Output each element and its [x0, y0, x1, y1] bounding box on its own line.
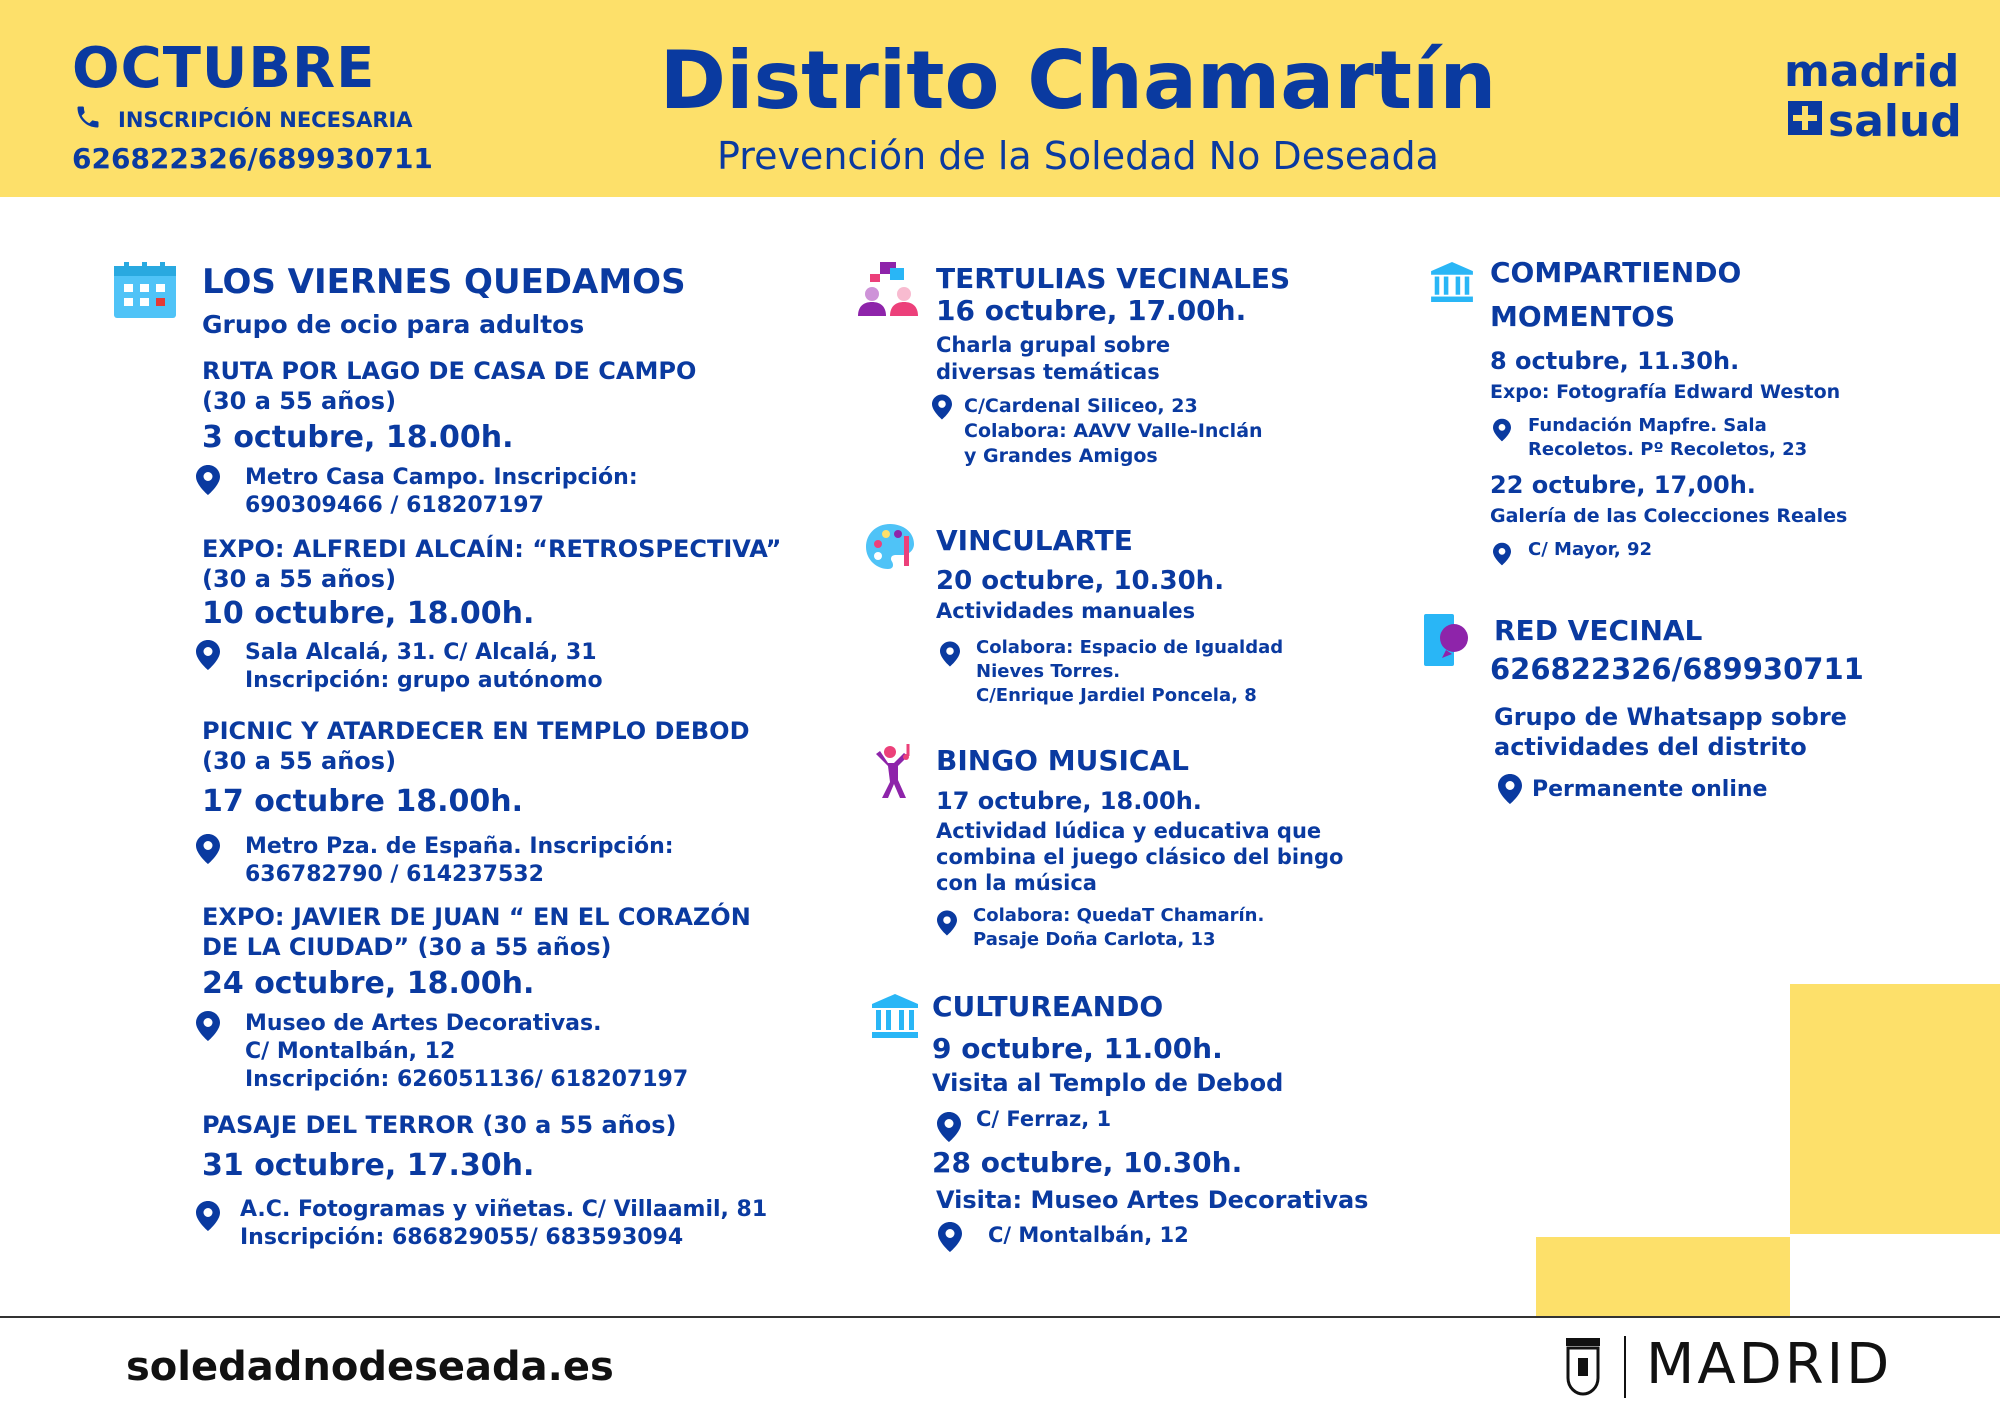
event-location: Fundación Mapfre. Sala	[1528, 415, 1767, 436]
page-title	[0, 34, 2000, 127]
logo-salud	[1788, 96, 1962, 147]
dancing-person-icon	[868, 744, 916, 798]
event-age: (30 a 55 años)	[202, 747, 397, 775]
event-location: C/ Mayor, 92	[1528, 539, 1653, 560]
event-location: Metro Casa Campo. Inscripción:	[245, 465, 638, 490]
logo-madrid-text: madrid	[1784, 46, 1960, 97]
location-pin-icon	[1493, 418, 1511, 442]
event-location: C/ Montalbán, 12	[245, 1039, 456, 1064]
event-location: Nieves Torres.	[976, 661, 1121, 682]
event-location: 690309466 / 618207197	[245, 493, 544, 518]
event-date: 24 octubre, 18.00h.	[202, 966, 535, 1001]
event-location: Sala Alcalá, 31. C/ Alcalá, 31	[245, 640, 597, 665]
decorative-square	[1536, 1237, 1790, 1317]
section-title-cultureando: CULTUREANDO	[932, 990, 1164, 1023]
decorative-square	[1790, 984, 2000, 1234]
event-desc: diversas temáticas	[936, 360, 1160, 384]
section-title-compartiendo: COMPARTIENDO	[1490, 256, 1742, 289]
event-location: Colabora: Espacio de Igualdad	[976, 637, 1284, 658]
location-pin-icon	[196, 1011, 220, 1041]
event-date: 31 octubre, 17.30h.	[202, 1148, 535, 1183]
header-phones: 626822326/689930711	[72, 142, 433, 175]
event-age: (30 a 55 años)	[202, 387, 397, 415]
event-location: Metro Pza. de España. Inscripción:	[245, 834, 674, 859]
event-name: EXPO: ALFREDI ALCAÍN: “RETROSPECTIVA”	[202, 535, 782, 563]
event-date: 8 octubre, 11.30h.	[1490, 347, 1740, 375]
event-name: PASAJE DEL TERROR (30 a 55 años)	[202, 1111, 677, 1139]
event-desc: Grupo de Whatsapp sobre	[1494, 703, 1847, 731]
website-link[interactable]: soledadnodeseada.es	[126, 1344, 614, 1390]
event-date: 17 octubre 18.00h.	[202, 784, 523, 819]
location-pin-icon	[932, 394, 952, 420]
event-date: 17 octubre, 18.00h.	[936, 787, 1202, 815]
registration-note: INSCRIPCIÓN NECESARIA	[118, 108, 413, 132]
people-talking-icon	[856, 260, 922, 316]
section-title-viernes: LOS VIERNES QUEDAMOS	[202, 262, 686, 302]
location-pin-icon	[196, 1201, 220, 1231]
event-location: y Grandes Amigos	[964, 445, 1158, 467]
event-location: Permanente online	[1532, 777, 1768, 802]
event-desc: Visita al Templo de Debod	[932, 1069, 1284, 1097]
event-age: (30 a 55 años)	[202, 565, 397, 593]
location-pin-icon	[938, 1222, 962, 1252]
location-pin-icon	[940, 641, 960, 667]
event-desc: Charla grupal sobre	[936, 333, 1171, 357]
page-subtitle-text: Prevención de la Soledad No Deseada	[717, 134, 1439, 178]
madrid-city-logo-text: MADRID	[1646, 1332, 1893, 1397]
event-name: RUTA POR LAGO DE CASA DE CAMPO	[202, 357, 697, 385]
event-location: Inscripción: 686829055/ 683593094	[240, 1225, 684, 1250]
event-location: 636782790 / 614237532	[245, 862, 544, 887]
madrid-coat-of-arms-icon	[1562, 1334, 1604, 1396]
location-pin-icon	[1493, 542, 1511, 566]
section-title-red-vecinal: RED VECINAL	[1494, 614, 1703, 647]
location-pin-icon	[196, 834, 220, 864]
event-date: 16 octubre, 17.00h.	[936, 294, 1247, 327]
event-desc: con la música	[936, 871, 1097, 895]
logo-divider	[1624, 1336, 1626, 1398]
event-date: 22 octubre, 17,00h.	[1490, 471, 1756, 499]
event-location: C/Enrique Jardiel Poncela, 8	[976, 685, 1257, 706]
event-name: EXPO: JAVIER DE JUAN “ EN EL CORAZÓN	[202, 903, 751, 931]
chat-phone-icon	[1424, 614, 1472, 666]
event-age: DE LA CIUDAD” (30 a 55 años)	[202, 933, 612, 961]
section-title-vincularte: VINCULARTE	[936, 524, 1133, 557]
calendar-icon	[114, 262, 176, 318]
location-pin-icon	[937, 1112, 961, 1142]
event-location: A.C. Fotogramas y viñetas. C/ Villaamil, 81	[240, 1197, 768, 1222]
event-location: Inscripción: 626051136/ 618207197	[245, 1067, 689, 1092]
location-pin-icon	[937, 910, 957, 936]
event-desc: combina el juego clásico del bingo	[936, 845, 1344, 869]
event-date: 3 octubre, 18.00h.	[202, 420, 514, 455]
event-location: Recoletos. Pº Recoletos, 23	[1528, 439, 1808, 460]
event-desc: Actividades manuales	[936, 599, 1196, 623]
location-pin-icon	[1498, 774, 1522, 804]
location-pin-icon	[196, 640, 220, 670]
event-location: C/ Montalbán, 12	[988, 1223, 1189, 1247]
event-desc: Galería de las Colecciones Reales	[1490, 505, 1848, 527]
event-desc: actividades del distrito	[1494, 733, 1807, 761]
event-location: Colabora: AAVV Valle-Inclán	[964, 420, 1263, 442]
museum-icon	[1430, 262, 1474, 302]
red-vecinal-phones: 626822326/689930711	[1490, 652, 1864, 686]
event-date: 10 octubre, 18.00h.	[202, 596, 535, 631]
location-pin-icon	[196, 465, 220, 495]
palette-icon	[862, 520, 918, 576]
event-date: 28 octubre, 10.30h.	[932, 1146, 1243, 1179]
event-location: Colabora: QuedaT Chamarín.	[973, 905, 1265, 926]
event-date: 9 octubre, 11.00h.	[932, 1032, 1223, 1065]
section-title-momentos: MOMENTOS	[1490, 300, 1676, 333]
page-title-text: Distrito Chamartín	[659, 34, 1497, 127]
event-date: 20 octubre, 10.30h.	[936, 566, 1225, 596]
museum-icon	[872, 994, 918, 1038]
page-subtitle	[0, 134, 2000, 178]
logo-salud-text: salud	[1828, 96, 1962, 147]
event-name: PICNIC Y ATARDECER EN TEMPLO DEBOD	[202, 717, 750, 745]
event-desc: Expo: Fotografía Edward Weston	[1490, 381, 1841, 403]
section-subtitle-viernes: Grupo de ocio para adultos	[202, 310, 585, 339]
section-title-bingo: BINGO MUSICAL	[936, 744, 1189, 777]
footer-divider	[0, 1316, 2000, 1318]
event-location: Inscripción: grupo autónomo	[245, 668, 603, 693]
event-location: C/Cardenal Siliceo, 23	[964, 395, 1198, 417]
event-location: C/ Ferraz, 1	[976, 1107, 1112, 1131]
month-label: OCTUBRE	[72, 36, 376, 101]
event-location: Museo de Artes Decorativas.	[245, 1011, 602, 1036]
section-title-tertulias: TERTULIAS VECINALES	[936, 262, 1291, 295]
event-location: Pasaje Doña Carlota, 13	[973, 929, 1216, 950]
event-desc: Actividad lúdica y educativa que	[936, 819, 1322, 843]
event-desc: Visita: Museo Artes Decorativas	[936, 1186, 1369, 1214]
